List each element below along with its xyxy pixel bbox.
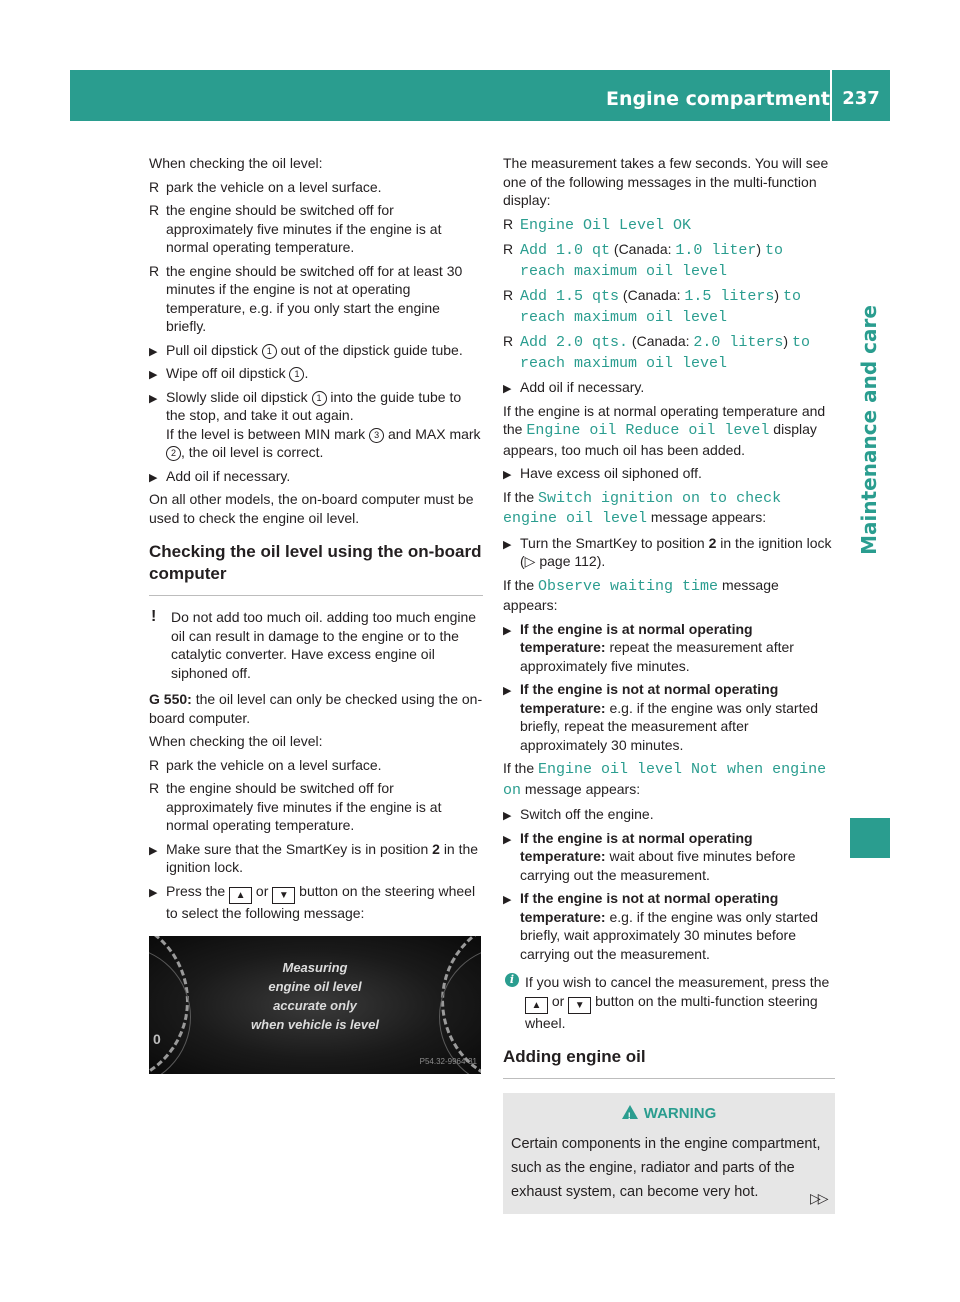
info-box [503,973,835,1032]
paragraph-text: message appears: [524,780,641,797]
step-text: Pull oil dipstick [166,341,258,358]
arrow-icon: ▶ [503,810,512,822]
step-text: Switch off the engine. [520,806,654,822]
up-key-icon: ▲ [525,997,548,1014]
step-heading: If the engine is not at normal operating temperature: [520,681,779,716]
callout-1-icon: 1 [289,367,304,382]
step-text: Slowly slide oil dipstick [166,388,308,405]
model-label: G 550: [149,691,192,707]
display-message [209,958,421,1034]
step-text: into the guide tube to the stop, and take it out again. [166,388,462,423]
step-text: Press the [166,882,226,899]
step-text: . [304,365,309,381]
step-text: button on the steering wheel to select the following message: [166,882,476,921]
bullet-icon: R [149,202,160,218]
step-text: Add oil if necessary. [166,467,291,484]
list-item [503,240,835,281]
paragraph [503,488,835,529]
step-text: in the ignition lock ( [520,534,832,569]
step-text: Turn the SmartKey to position [520,534,705,551]
bullet-icon: R [503,287,514,303]
step-item [149,840,483,877]
paragraph-text: If the engine is at normal operating temperature and the [503,402,826,437]
list-item-text: the engine should be switched off for approximately five minutes if the engine is at normal operating temperature. [166,202,442,255]
warning-title-text: WARNING [643,1105,717,1122]
step-text: Wipe off oil dipstick [166,365,286,381]
step-text: Add oil if necessary. [520,379,645,395]
display-message-text: 2.0 liters [693,334,784,351]
step-item [503,534,835,571]
page-number: 237 [842,88,880,109]
step-text: repeat the measurement after approximately five minutes. [520,639,794,674]
bullet-icon: R [149,178,160,195]
list-item-text: (Canada: [613,241,672,257]
step-item [503,620,835,676]
gauge-zero: 0 [153,1031,161,1047]
list-item-text: ) [756,241,762,257]
callout-2-icon: 2 [166,446,181,461]
note-text: Do not add too much oil. adding too much engine oil can result in damage to the engine or to the catalytic converter. Have excess engine oil siphoned off. [171,609,477,681]
display-line: Measuring [282,960,348,975]
step-text: e.g. if the engine was only started briefly, wait approximately 30 minutes before carrying out the measurement. [520,908,819,962]
callout-3-icon: 3 [369,428,384,443]
warning-text: Certain components in the engine compartment, such as the engine, radiator and parts of the exhaust system, can become very hot. [511,1135,821,1200]
position-value: 2 [432,840,440,857]
right-column [503,154,835,1214]
caution-icon: ! [151,608,157,625]
arrow-icon: ▶ [149,369,158,381]
step-heading: If the engine is not at normal operating temperature: [520,890,779,925]
arrow-icon: ▶ [503,383,512,395]
section-heading: Checking the oil level using the on-board computer [149,541,483,596]
list-item-text: the engine should be switched off for approximately five minutes if the engine is at normal operating temperature. [166,780,442,833]
step-item [149,882,483,923]
step-item [149,364,483,383]
display-message-text: Add 2.0 qts. [520,334,629,351]
down-key-icon: ▼ [568,997,591,1014]
step-text: wait about five minutes before carrying out the measurement. [520,848,796,883]
arrow-icon: ▶ [149,471,158,484]
paragraph: The measurement takes a few seconds. You will see one of the following messages in the multi-function display: [503,155,829,208]
step-item [149,341,483,360]
intro-text: When checking the oil level: [149,155,323,171]
info-icon: i [505,973,519,987]
warning-icon [622,1105,638,1119]
display-message-text: Add 1.0 qt [520,242,611,259]
page-ref-icon: ▷ [524,553,536,569]
step-text: Make sure that the SmartKey is in position [166,840,429,857]
bullet-icon: R [149,756,160,773]
bullet-icon: R [149,780,160,796]
list-item [149,756,483,775]
arrow-icon: ▶ [503,469,512,481]
up-key-icon: ▲ [229,887,252,904]
side-tab [848,170,890,690]
list-item-text: ) [774,287,780,303]
paragraph-text: If the [503,760,535,776]
page-reference-link[interactable]: page 112). [539,553,606,569]
step-item [149,467,483,486]
bullet-icon: R [503,333,514,349]
callout-1-icon: 1 [262,344,277,359]
callout-1-icon: 1 [312,391,327,406]
display-message-text: Observe waiting time [538,577,719,595]
paragraph-text: If the [503,488,535,505]
display-message-text: Engine oil Reduce oil level [526,422,770,439]
display-line: engine oil level [268,979,362,994]
paragraph: On all other models, the on-board computer must be used to check the engine oil level. [149,491,474,526]
arrow-icon: ▶ [503,894,512,906]
step-item [503,680,835,754]
section-heading: Adding engine oil [503,1046,835,1079]
list-item [149,178,483,197]
intro-text: When checking the oil level: [149,733,323,749]
step-text: or [255,882,269,899]
paragraph [503,402,835,460]
display-line: accurate only [273,998,357,1013]
paragraph-text: display appears, too much oil has been added. [503,421,817,458]
paragraph [503,576,835,615]
list-item [503,215,835,236]
side-tab-label: Maintenance and care [857,305,881,555]
step-heading: If the engine is at normal operating temperature: [520,829,753,864]
step-text: Have excess oil siphoned off. [520,465,702,481]
down-key-icon: ▼ [272,887,295,904]
note-text: If you wish to cancel the measurement, press the [525,974,830,990]
position-value: 2 [708,534,717,551]
step-text: , the oil level is correct. [181,444,324,460]
paragraph-text: message appears: [650,509,767,525]
list-item [149,201,483,257]
header-divider [830,70,832,121]
step-heading: If the engine is at normal operating temperature: [520,620,753,655]
step-item [503,464,835,483]
display-message-text: Engine Oil Level OK [520,216,692,234]
step-text: out of the dipstick guide tube. [280,341,463,358]
display-message-text: 1.5 liters [684,288,775,305]
step-item [503,378,835,397]
step-text: in the ignition lock. [166,840,479,875]
paragraph [149,690,483,727]
list-item-text: (Canada: [631,333,690,349]
display-message-text: Switch ignition on to check engine oil level [503,489,782,527]
warning-box [503,1093,835,1214]
step-text: e.g. if the engine was only started briefly, repeat the measurement after approximately 30 minutes. [520,699,819,753]
step-item [149,388,483,462]
left-column [149,154,483,1074]
list-item-text: ) [783,333,789,349]
step-item [503,889,835,963]
step-text: If the level is between MIN mark [166,425,366,442]
arrow-icon: ▶ [149,392,158,405]
bullet-icon: R [503,241,514,257]
image-reference: P54.32-9964-31 [419,1056,477,1066]
note-text: button on the multi-function steering wheel. [525,992,818,1031]
display-message-text: Add 1.5 qts [520,288,620,305]
arrow-icon: ▶ [503,538,512,551]
paragraph-text: the oil level can only be checked using the on-board computer. [149,691,483,726]
display-message-text: to reach maximum oil level [520,334,810,372]
bullet-icon: R [149,262,160,279]
list-item-text: park the vehicle on a level surface. [166,756,382,773]
display-message-text: Engine oil level Not when engine on [503,761,827,799]
arrow-icon: ▶ [503,685,512,697]
step-item [503,829,835,885]
paragraph-text: If the [503,576,535,593]
note-box [149,608,483,682]
arrow-icon: ▶ [503,833,512,846]
bullet-icon: R [503,215,514,232]
list-item [503,286,835,327]
continue-icon: ▷▷ [810,1190,826,1206]
warning-title [511,1105,827,1124]
paragraph [503,759,835,800]
display-message-text: 1.0 liter [675,242,757,259]
list-item [503,332,835,373]
side-marker [850,818,890,858]
paragraph-text: message appears: [503,576,779,613]
display-line: when vehicle is level [251,1017,379,1032]
section-title: Engine compartment [606,88,830,110]
instrument-display-image [149,936,481,1074]
list-item-text: the engine should be switched off for at least 30 minutes if the engine is not at operating temperature, e.g. if you only start the engine briefly. [166,262,463,334]
arrow-icon: ▶ [503,624,512,637]
arrow-icon: ▶ [149,844,158,857]
arrow-icon: ▶ [149,886,158,899]
step-item [503,805,835,824]
arrow-icon: ▶ [149,345,158,358]
list-item-text: park the vehicle on a level surface. [166,178,382,195]
display-message-text: to reach maximum oil level [520,242,783,280]
list-item [149,779,483,835]
note-text: or [551,992,565,1009]
step-text: and MAX mark [387,425,481,442]
display-message-text: to reach maximum oil level [520,288,801,326]
list-item-text: (Canada: [622,287,681,303]
list-item [149,262,483,336]
